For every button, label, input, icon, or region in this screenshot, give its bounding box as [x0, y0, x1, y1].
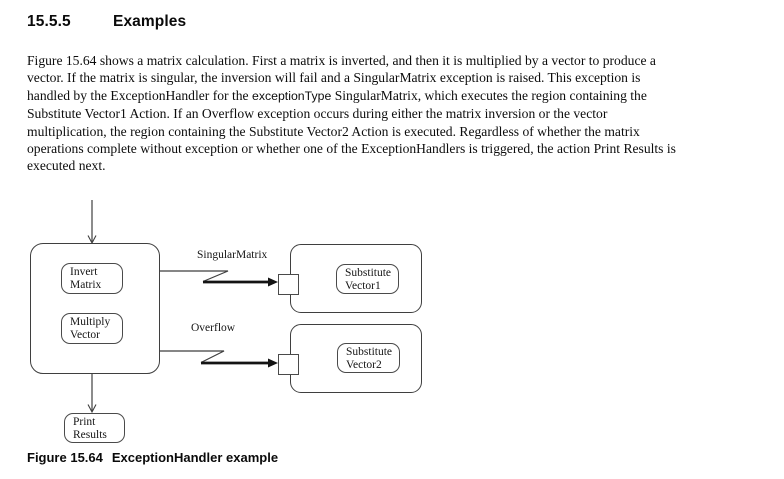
- exception-edge-overflow: [160, 351, 278, 368]
- action-label: Matrix: [70, 279, 102, 292]
- action-multiply-vector: [61, 313, 123, 344]
- control-flow-to-print: [88, 374, 96, 412]
- paragraph-line: [27, 87, 772, 105]
- control-flow-incoming: [88, 200, 96, 243]
- arrowhead-open: [88, 236, 96, 244]
- body-text: executed next.: [27, 158, 106, 174]
- action-label: Vector1: [345, 280, 381, 293]
- arrowhead-open: [88, 405, 96, 413]
- figure-number: Figure 15.64: [27, 450, 103, 465]
- paragraph-line: [27, 140, 772, 157]
- edge-label-singularmatrix: SingularMatrix: [197, 249, 268, 261]
- exception-input-pin-2: [278, 354, 299, 375]
- arrowhead-filled: [268, 359, 278, 368]
- action-label: Vector: [70, 329, 101, 342]
- section-heading: [27, 13, 186, 31]
- paragraph-line: [27, 157, 772, 174]
- paragraph-line: [27, 105, 772, 122]
- paragraph-line: [27, 123, 772, 140]
- paragraph-line: [27, 69, 772, 86]
- exception-edge-singularmatrix: [160, 271, 278, 287]
- paragraph-line: [27, 52, 772, 69]
- action-label: Substitute: [346, 346, 393, 358]
- body-text: Figure 15.64 shows a matrix calculation. First a matrix is inverted, and then it is multiplied by a vector to produce a: [27, 53, 656, 68]
- action-label: Multiply: [70, 316, 111, 328]
- body-text: handled by the ExceptionHandler for the: [27, 87, 252, 103]
- body-text: operations complete without exception or whether one of the ExceptionHandlers is triggered, the action Print Results is: [27, 141, 676, 157]
- action-substitute-vector2: [337, 343, 400, 373]
- action-label: Vector2: [346, 359, 382, 372]
- action-invert-matrix: [61, 263, 123, 294]
- body-text: multiplication, the region containing the Substitute Vector2 Action is executed. Regardless of whether the matrix: [27, 123, 640, 139]
- body-text: SingularMatrix, which executes the region containing the: [331, 87, 647, 103]
- body-text: Substitute Vector1 Action. If an Overflow exception occurs during either the matrix inversion or the vector: [27, 106, 608, 122]
- action-label: Results: [73, 429, 107, 442]
- action-label: Substitute: [345, 267, 392, 279]
- action-print-results: [64, 413, 125, 443]
- action-label: Print: [73, 416, 96, 428]
- section-title: Examples: [113, 13, 187, 30]
- arrowhead-filled: [268, 278, 278, 287]
- body-paragraph: [27, 52, 772, 175]
- figure-caption: [27, 450, 278, 465]
- edge-label-overflow: Overflow: [191, 322, 236, 334]
- figure-title: ExceptionHandler example: [111, 450, 279, 465]
- action-label: Invert: [70, 266, 98, 278]
- section-number: 15.5.5: [27, 13, 71, 30]
- body-text: vector. If the matrix is singular, the inversion will fail and a SingularMatrix exception is raised. This exception is: [27, 70, 641, 86]
- action-substitute-vector1: [336, 264, 399, 294]
- exception-input-pin-1: [278, 274, 299, 295]
- property-name-text: exceptionType: [251, 88, 332, 103]
